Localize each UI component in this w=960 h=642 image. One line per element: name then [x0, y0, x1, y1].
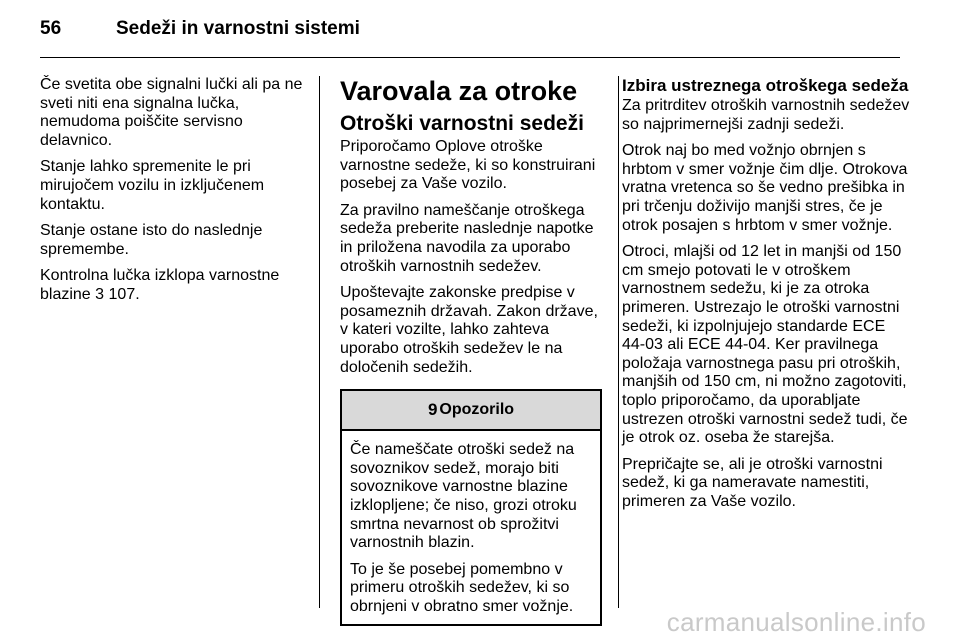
paragraph-with-reference [40, 267, 310, 304]
page-reference-arrow-icon: 3 [95, 285, 105, 303]
paragraph: Stanje ostane isto do naslednje spremembe. [40, 222, 263, 258]
warning-header [342, 391, 600, 431]
warning-body [342, 431, 600, 624]
warning-box [340, 389, 602, 626]
paragraph: Stanje lahko spremenite le pri mirujočem vozilu in izključenem kontaktu. [40, 158, 265, 213]
page-number: 56 [40, 18, 62, 39]
paragraph: Za pritrditev otroških varnostnih sedežev so najprimernejši zadnji sedeži. [622, 97, 910, 133]
column-right [622, 76, 912, 519]
column-left [40, 76, 310, 313]
paragraph: Če svetita obe signalni lučki ali pa ne sveti niti ena signalna lučka, nemudoma poiščite servisno delavnico. [40, 76, 303, 149]
page-title: Sedeži in varnostni sistemi [116, 18, 360, 39]
page-reference-link[interactable]: 107. [108, 285, 140, 303]
header-rule [40, 57, 900, 58]
warning-paragraph: To je še posebej pomembno v primeru otroških sedežev, ki so obrnjeni v obratno smer vožnje. [350, 560, 574, 615]
reference-text: Kontrolna lučka izklopa varnostne blazine [40, 267, 280, 303]
paragraph: Otrok naj bo med vožnjo obrnjen s hrbtom v smer vožnje čim dlje. Otrokova vratna vretenca so še vedno prešibka in pri trčenju doživijo manjši stres, če je otrok posajen s hrbtom v smer vožnje. [622, 142, 908, 234]
column-divider [618, 76, 619, 608]
column-middle [340, 76, 605, 626]
paragraph: Prepričajte se, ali je otroški varnostni sedež, ki ga nameravate namestiti, primeren za Vaše vozilo. [622, 455, 883, 510]
section-heading: Varovala za otroke [340, 76, 578, 106]
paragraph: Za pravilno nameščanje otroškega sedeža preberite naslednje napotke in priložena navodila za uporabo otroških varnostnih sedežev. [340, 201, 594, 275]
watermark: carmanualsonline.info [666, 607, 926, 637]
warning-title: Opozorilo [439, 400, 515, 418]
section-heading: Izbira ustreznega otroškega sedeža [622, 76, 909, 95]
paragraph: Upoštevajte zakonske predpise v posameznih državah. Zakon države, v kateri vozilte, lahko zahteva uporabo otroških sedežev le na določenih sedežih. [340, 284, 598, 376]
warning-triangle-icon: 9 [427, 399, 438, 419]
column-divider [319, 76, 320, 608]
paragraph: Priporočamo Oplove otroške varnostne sedeže, ki so konstruirani posebej za Vaše vozilo. [340, 138, 596, 193]
paragraph: Otroci, mlajši od 12 let in manjši od 150 cm smejo potovati le v otroškem varnostnem sedežu, ki je za otroka primeren. Ustrezajo le otroški varnostni sedeži, ki izpolnjujejo standarde ECE 44-03 ali ECE 44-04. Ker pravilnega položaja varnostnega pasu pri otroških, manjših od 150 cm, ni možno zagotoviti, toplo priporočamo, da uporabljate ustrezen otroški varnostni sedež tudi, če je otrok oz. oseba že starejša. [622, 243, 908, 447]
warning-paragraph: Če nameščate otroški sedež na sovoznikov sedež, morajo biti sovoznikove varnostne blazine izklopljene; če niso, grozi otroku smrtna nevarnost ob sprožitvi varnostnih blazin. [350, 441, 577, 552]
subsection-heading: Otroški varnostni sedeži [340, 112, 584, 135]
